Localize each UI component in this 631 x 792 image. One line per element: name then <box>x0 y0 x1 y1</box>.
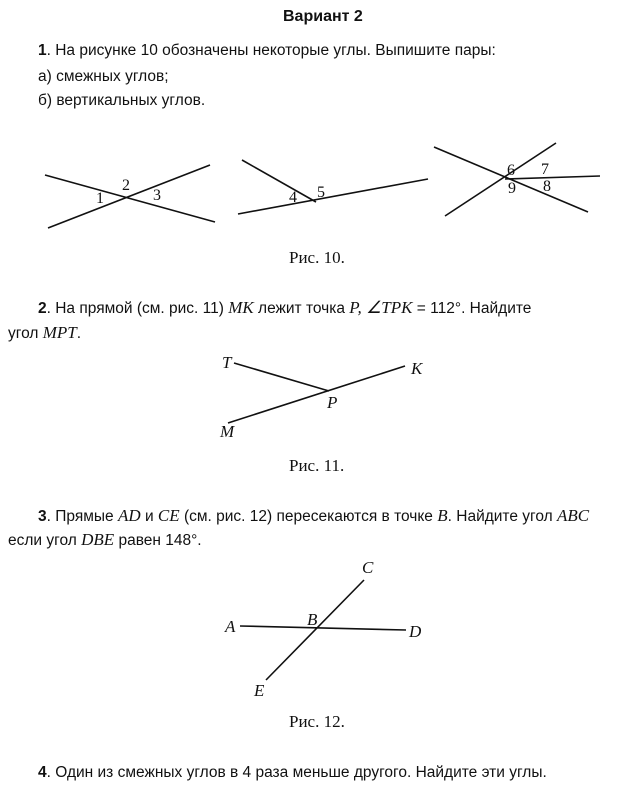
problem1-item-a: а) смежных углов; <box>38 68 169 85</box>
problem2-text-part: лежит точка <box>258 300 345 317</box>
fig10-label-2: 2 <box>122 177 130 194</box>
problem2-text-part: . На прямой (см. рис. 11) <box>46 300 224 317</box>
problem3-text-part: и <box>144 508 154 525</box>
fig12-line-CE <box>266 580 364 680</box>
var-MPT: MPT <box>42 323 77 342</box>
fig10-label-8: 8 <box>543 178 551 195</box>
fig11-label-P: P <box>327 393 338 412</box>
problem2-text-part: угол <box>8 325 39 342</box>
fig10-label-9: 9 <box>508 180 516 197</box>
var-CE: CE <box>157 506 180 525</box>
problem3-text-part: . Найдите угол <box>447 508 553 525</box>
fig10-label-6: 6 <box>507 162 515 179</box>
problem3-text-part: если угол <box>8 532 77 549</box>
problem3-text-part: (см. рис. 12) пересекаются в точке <box>183 508 433 525</box>
problem2-text-part: . <box>76 325 82 342</box>
problem2-number: 2 <box>38 300 47 317</box>
var-P: P, <box>349 298 362 317</box>
fig10-label-4: 4 <box>289 189 297 206</box>
fig11-label-K: K <box>411 359 423 378</box>
var-DBE: DBE <box>81 530 115 549</box>
var-B: B <box>437 506 448 525</box>
fig10-label-1: 1 <box>96 190 104 207</box>
problem4-number: 4 <box>38 764 47 781</box>
problem4-text <box>38 764 547 782</box>
fig12-label-A: A <box>225 617 236 636</box>
var-ABC: ABC <box>556 506 590 525</box>
fig12-label-C: C <box>362 558 374 577</box>
fig12-line-AD <box>240 626 406 630</box>
problem3-number: 3 <box>38 508 47 525</box>
fig10-label-7: 7 <box>541 161 549 178</box>
problem3-text-part: . Прямые <box>46 508 114 525</box>
problem4-statement: . Один из смежных углов в 4 раза меньше другого. Найдите эти углы. <box>46 764 547 781</box>
problem2-text-part: = 112°. Найдите <box>416 300 532 317</box>
fig11-label-T: T <box>222 353 232 372</box>
problem1-statement: . На рисунке 10 обозначены некоторые углы. Выпишите пары: <box>46 42 496 59</box>
var-AD: AD <box>117 506 141 525</box>
fig12-label-D: D <box>409 622 422 641</box>
angle-TPK: ∠TPK <box>366 298 413 317</box>
fig12-label-E: E <box>254 681 265 700</box>
var-MK: MK <box>228 298 254 317</box>
figure-11-caption: Рис. 11. <box>289 456 345 475</box>
problem1-number: 1 <box>38 42 47 59</box>
fig11-label-M: M <box>220 422 235 441</box>
fig10-label-3: 3 <box>153 187 161 204</box>
problem3-text-part: равен 148°. <box>118 532 202 549</box>
fig12-label-B: B <box>307 610 318 629</box>
figure-10-caption: Рис. 10. <box>289 248 345 267</box>
variant-title: Вариант 2 <box>283 8 363 25</box>
figure-12-caption: Рис. 12. <box>289 712 345 731</box>
fig10-label-5: 5 <box>317 184 325 201</box>
problem1-item-b: б) вертикальных углов. <box>38 92 206 109</box>
